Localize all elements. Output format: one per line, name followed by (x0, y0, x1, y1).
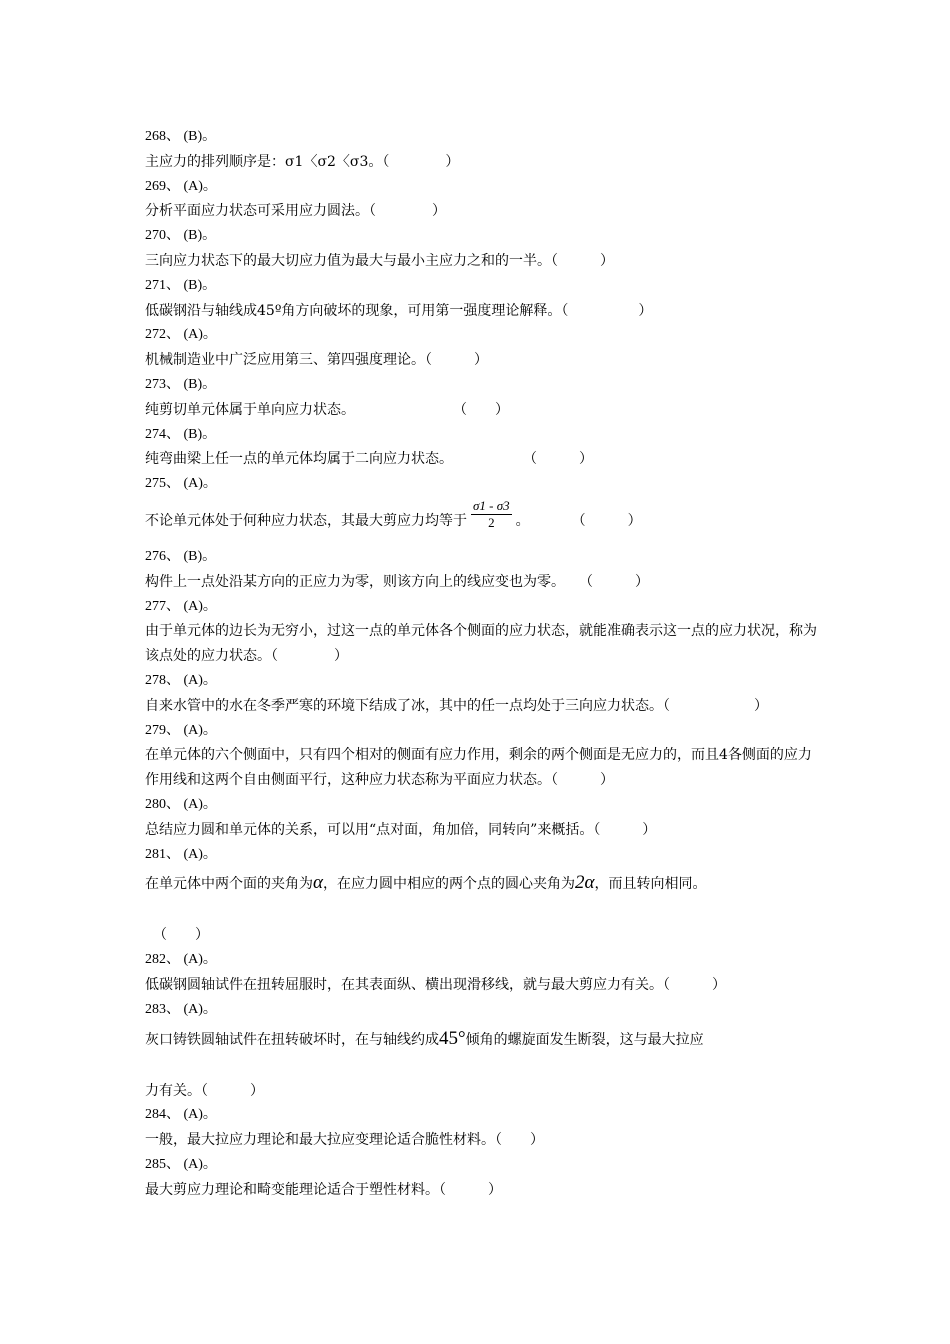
question-280: 总结应力圆和单元体的关系，可以用“点对面，角加倍，同转向”来概括。（ ） (145, 821, 657, 838)
question-275-tail: 。 （ ） (515, 512, 642, 529)
question-273: 纯剪切单元体属于单向应力状态。 （ ） (145, 401, 509, 418)
question-274: 纯弯曲梁上任一点的单元体均属于二向应力状态。 （ ） (145, 451, 593, 468)
answer-285: 285、 (A)。 (145, 1156, 217, 1172)
answer-269: 269、 (A)。 (145, 178, 217, 194)
alpha-symbol: α (313, 872, 323, 894)
question-285: 最大剪应力理论和畸变能理论适合于塑性材料。（ ） (145, 1181, 502, 1198)
question-282: 低碳钢圆轴试件在扭转屈服时，在其表面纵、横出现滑移线，就与最大剪应力有关。（ ） (145, 976, 726, 993)
question-278: 自来水管中的水在冬季严寒的环境下结成了冰，其中的任一点均处于三向应力状态。（ ） (145, 697, 768, 714)
two-alpha-symbol: 2α (574, 872, 595, 894)
answer-274: 274、 (B)。 (145, 426, 217, 442)
answer-273: 273、 (B)。 (145, 376, 217, 392)
answer-280: 280、 (A)。 (145, 796, 217, 812)
fraction-denominator: 2 (488, 515, 495, 531)
question-275-text: 不论单元体处于何种应力状态，其最大剪应力均等于 (145, 512, 467, 529)
question-283-tail: 力有关。（ ） (145, 1082, 264, 1099)
answer-279: 279、 (A)。 (145, 722, 217, 738)
answer-275: 275、 (A)。 (145, 476, 217, 492)
question-281-bracket: （ ） (153, 927, 209, 944)
question-271: 低碳钢沿与轴线成45º角方向破坏的现象，可用第一强度理论解释。（ ） (145, 302, 653, 319)
answer-284: 284、 (A)。 (145, 1107, 217, 1123)
question-281-end: ，而且转向相同。 (594, 876, 707, 893)
answer-277: 277、 (A)。 (145, 598, 217, 614)
question-284: 一般，最大拉应力理论和最大拉应变理论适合脆性材料。（ ） (145, 1132, 544, 1149)
question-283-end: 倾角的螺旋面发生断裂，这与最大拉应 (465, 1031, 704, 1048)
answer-281: 281、 (A)。 (145, 846, 217, 862)
sigma-fraction (471, 498, 512, 531)
question-268: 主应力的排列顺序是：σ1〈σ2〈σ3。（ ） (145, 153, 460, 170)
question-275 (145, 497, 825, 545)
answer-283: 283、 (A)。 (145, 1001, 217, 1017)
question-281-mid: ，在应力圆中相应的两个点的圆心夹角为 (322, 876, 575, 893)
document-body (145, 125, 825, 1202)
question-281 (145, 867, 825, 899)
question-272: 机械制造业中广泛应用第三、第四强度理论。（ ） (145, 352, 488, 369)
answer-268: 268、 (B)。 (145, 129, 217, 144)
answer-276: 276、 (B)。 (145, 548, 217, 564)
question-281-text: 在单元体中两个面的夹角为 (145, 876, 313, 893)
fraction-numerator: σ1 - σ3 (473, 498, 510, 514)
question-283 (145, 1023, 825, 1055)
question-270: 三向应力状态下的最大切应力值为最大与最小主应力之和的一半。（ ） (145, 252, 614, 269)
question-276: 构件上一点处沿某方向的正应力为零，则该方向上的线应变也为零。 （ ） (145, 573, 649, 590)
angle-45: 45° (439, 1027, 466, 1049)
question-283-text: 灰口铸铁圆轴试件在扭转破坏时，在与轴线约成 (145, 1031, 439, 1048)
answer-282: 282、 (A)。 (145, 952, 217, 968)
question-277: 由于单元体的边长为无穷小，过这一点的单元体各个侧面的应力状态，就能准确表示这一点的应力状况，称为该点处的应力状态。（ ） (145, 623, 817, 665)
question-279: 在单元体的六个侧面中，只有四个相对的侧面有应力作用，剩余的两个侧面是无应力的，而且4各侧面的应力作用线和这两个自由侧面平行，这种应力状态称为平面应力状态。（ ） (145, 747, 812, 789)
answer-272: 272、 (A)。 (145, 327, 217, 343)
question-269: 分析平面应力状态可采用应力圆法。（ ） (145, 203, 446, 220)
answer-270: 270、 (B)。 (145, 228, 217, 244)
answer-278: 278、 (A)。 (145, 672, 217, 688)
answer-271: 271、 (B)。 (145, 277, 217, 293)
